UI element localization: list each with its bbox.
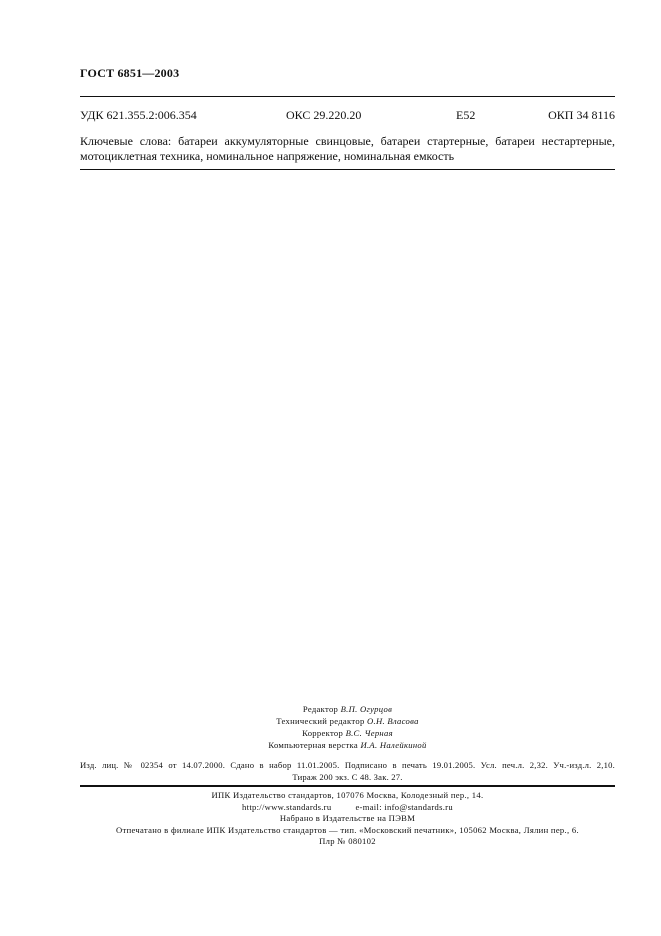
oks-code: ОКС 29.220.20 <box>286 108 362 122</box>
udk-code: УДК 621.355.2:006.354 <box>80 108 197 122</box>
publisher-contacts <box>80 802 615 814</box>
corrector-credit <box>80 727 615 739</box>
printing-note: Отпечатано в филиале ИПК Издательство стандартов — тип. «Московский печатник», 105062 Москва, Лялин пер., 6. <box>116 824 579 835</box>
imprint-divider <box>80 785 615 787</box>
header-divider <box>80 96 615 97</box>
publisher-website: http://www.standards.ru <box>242 801 332 812</box>
layout-name: И.А. Налейкиной <box>360 740 427 750</box>
publisher-address: ИПК Издательство стандартов, 107076 Москва, Колодезный пер., 14. <box>211 790 484 800</box>
publication-info <box>80 759 615 783</box>
layout-label: Компьютерная верстка <box>268 740 359 750</box>
typeset-note: Набрано в Издательстве на ПЭВМ <box>279 813 416 823</box>
editor-credit <box>80 703 615 715</box>
document-header-title: ГОСТ 6851—2003 <box>80 66 180 80</box>
keywords-divider <box>80 169 615 170</box>
publisher-email: e-mail: info@standards.ru <box>355 801 453 812</box>
classification-codes-row <box>80 108 615 124</box>
publication-print-run-line: Тираж 200 экз. С 48. Зак. 27. <box>292 772 403 782</box>
editorial-credits <box>80 703 615 751</box>
tech-editor-credit <box>80 715 615 727</box>
editor-label: Редактор <box>302 704 339 714</box>
corrector-label: Корректор <box>302 728 344 738</box>
publication-license-line: Изд. лиц. № 02354 от 14.07.2000. Сдано в набор 11.01.2005. Подписано в печать 19.01.2005. Усл. печ.л. 2,32. Уч.-изд.л. 2,10. <box>80 760 615 770</box>
editor-name: В.П. Огурцов <box>340 704 393 714</box>
printer-license: Плр № 080102 <box>319 836 376 846</box>
corrector-name: В.С. Черная <box>345 728 393 738</box>
tech-editor-label: Технический редактор <box>276 716 365 726</box>
publisher-imprint <box>80 790 615 848</box>
keywords-paragraph: Ключевые слова: батареи аккумуляторные свинцовые, батареи стартерные, батареи нестартерные, мотоциклетная техника, номинальное напряжение, номинальная емкость <box>80 134 615 163</box>
okp-code: ОКП 34 8116 <box>548 108 615 122</box>
layout-credit <box>80 739 615 751</box>
tech-editor-name: О.Н. Власова <box>367 716 419 726</box>
group-code: Е52 <box>456 108 476 122</box>
